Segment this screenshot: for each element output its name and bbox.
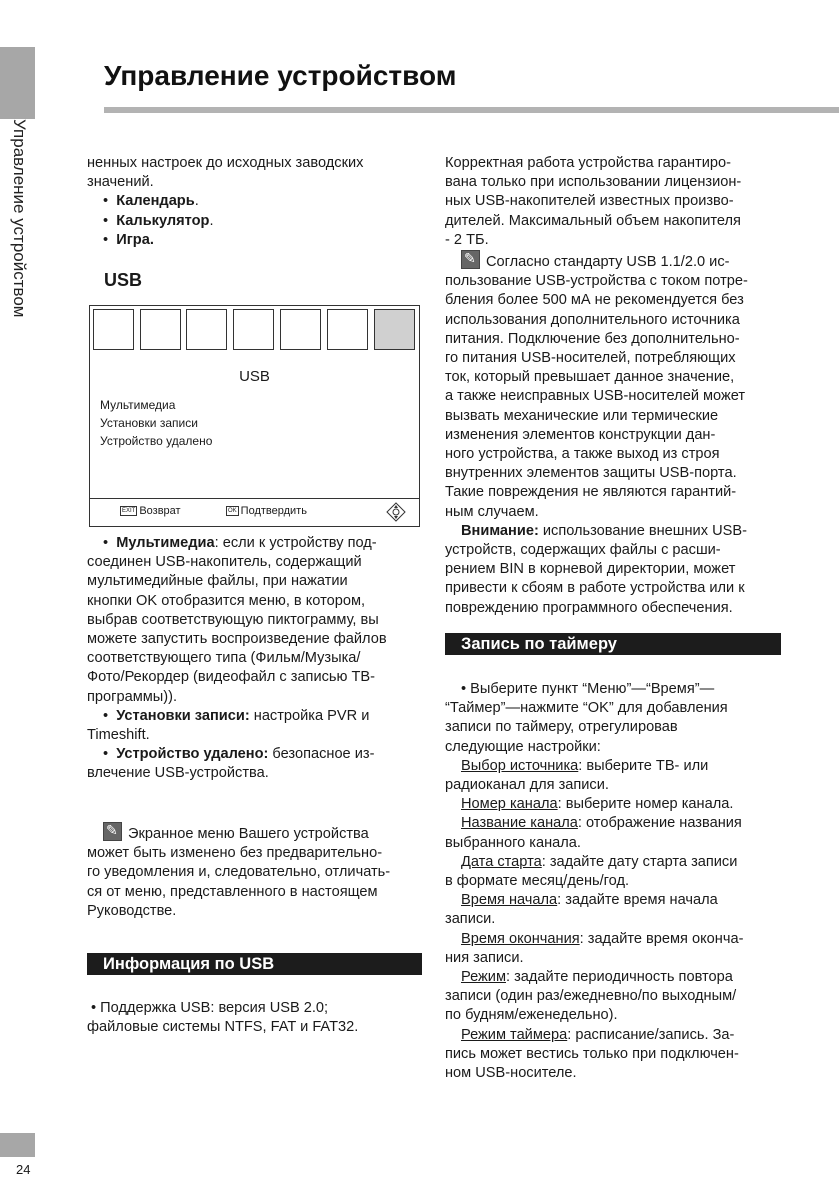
page-number-tab xyxy=(0,1133,35,1157)
screen-title: USB xyxy=(239,368,270,385)
left-usb-items: • Мультимедиа: если к устройству под- соединен USB-накопитель, содержащий мультимедийные файлы, при нажатии кнопки OK отобразится меню, в котором, выбрав соответствующую пиктограмму, вы можете запустить воспроизведение файлов соответствующего типа (Фильм/Музыка/ Фото/Рекордер (видеофайл с записью ТВ- программы)). • Установки записи: настройка PVR и Timeshift. • Устройство удалено: безопасное из- влечение USB-устройства. xyxy=(87,535,387,782)
left-intro: ненных настроек до исходных заводских значений. • Календарь. • Калькулятор. • Игра. xyxy=(87,155,364,248)
screen-footer xyxy=(90,498,419,526)
usb-thumb[interactable] xyxy=(327,309,368,350)
menu-item-device-removed[interactable]: Устройство удалено xyxy=(100,434,213,448)
usb-heading: USB xyxy=(104,270,143,290)
exit-hint[interactable]: EXIT Возврат xyxy=(122,505,181,517)
left-note: ✎Экранное меню Вашего устройства может быть изменено без предварительно- го уведомления и, следовательно, отличать- ся от меню, представленного в настоящем Руководстве. xyxy=(87,822,432,921)
page-title: Управление устройством xyxy=(104,60,457,91)
usb-thumb-selected[interactable] xyxy=(374,309,415,350)
timer-text: • Выберите пункт “Меню”—“Время”— “Таймер”—нажмите “OK” для добавления записи по таймеру, отрегулировав следующие настройки: Выбор источника: выберите ТВ- или радиоканал для записи. Номер канала: выберите номер канала. Название канала: отображение названия выбранного канала. Дата старта: задайте дату старта записи в формате месяц/день/год. Время начала: задайте время начала записи. Время окончания: задайте время оконча- ния записи. Режим: задайте периодичность повтора записи (один раз/ежедневно/по выходным/ по будням/еженедельно). Режим таймера: расписание/запись. За- пись может вестись только при подключен- ном USB-носителе. xyxy=(445,681,744,1082)
usb-thumb[interactable] xyxy=(186,309,227,350)
usb-thumb[interactable] xyxy=(233,309,274,350)
timer-heading: Запись по таймеру xyxy=(445,633,781,655)
usb-thumb[interactable] xyxy=(140,309,181,350)
title-rule xyxy=(104,107,839,113)
right-text: Корректная работа устройства гарантиро- вана только при использовании лицензион- ных USB-накопителей известных произво- дителей. Максимальный объем накопителя - 2 ТБ. ✎Согласно стандарту USB 1.1/2.0 ис- пользование USB-устройства с током потре- бления более 500 мА не рекомендуется без использования дополнительного источника питания. Подключение без дополнительно- го питания USB-носителей, потребляющих ток, который превышает данное значение, а также неисправных USB-носителей может вызвать механические или термические изменения элементов конструкции дан- ного устройства, а также выход из строя внутренних элементов защиты USB-порта. Такие повреждения не являются гарантий- ным случаем. Внимание: использование внешних USB- устройств, содержащих файлы с расши- рением BIN в корневой директории, может привести к сбоям в работе устройства или к повреждению программного обеспечения. xyxy=(445,154,837,618)
menu-item-multimedia[interactable]: Мультимедиа xyxy=(100,398,176,412)
note-icon xyxy=(461,250,480,269)
usb-thumb[interactable] xyxy=(93,309,134,350)
nav-arrows-icon xyxy=(386,502,406,522)
menu-item-record-settings[interactable]: Установки записи xyxy=(100,416,198,430)
usb-thumb[interactable] xyxy=(280,309,321,350)
usb-info: • Поддержка USB: версия USB 2.0; файловые системы NTFS, FAT и FAT32. xyxy=(87,1000,359,1036)
side-label: Управление устройством xyxy=(10,119,29,318)
ok-hint[interactable]: OK Подтвердить xyxy=(228,505,307,517)
usb-info-heading: Информация по USB xyxy=(87,953,422,975)
ok-key-icon: OK xyxy=(228,508,237,515)
usb-screen xyxy=(89,305,420,527)
exit-key-icon: EXIT xyxy=(122,508,136,515)
side-tab xyxy=(0,47,35,119)
page-number: 24 xyxy=(16,1162,31,1177)
screen-menu xyxy=(100,396,212,450)
note-icon xyxy=(103,822,122,841)
